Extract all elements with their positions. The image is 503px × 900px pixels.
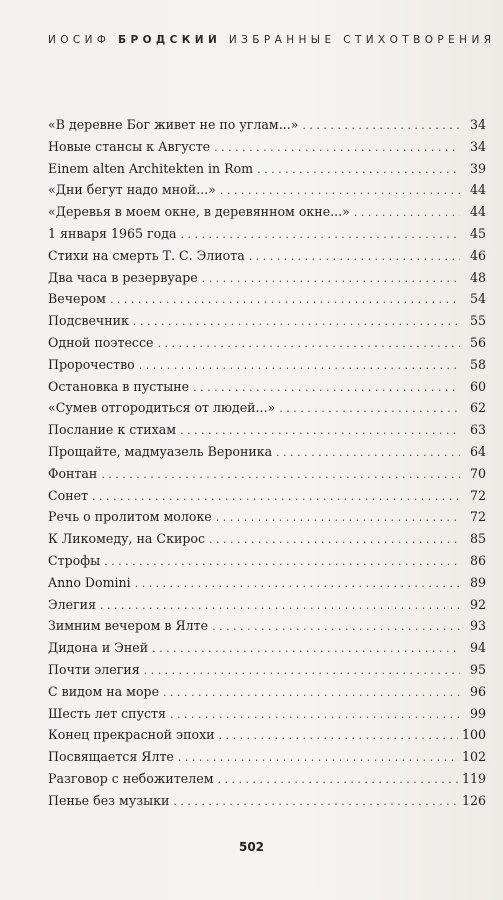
dot-leader — [178, 747, 458, 769]
dot-leader — [212, 616, 460, 638]
author-first-name: ИОСИФ — [48, 34, 111, 46]
toc-entry-title: Шесть лет спустя — [48, 705, 166, 721]
dot-leader — [180, 420, 460, 442]
dot-leader — [216, 507, 460, 529]
toc-entry-page: 102 — [461, 749, 486, 765]
dot-leader — [173, 791, 458, 813]
dot-leader — [157, 333, 460, 355]
toc-entry-page: 92 — [469, 596, 486, 612]
toc-entry — [48, 376, 486, 398]
toc-entry-title: Речь о пролитом молоке — [48, 509, 212, 525]
dot-leader — [217, 769, 457, 791]
toc-entry — [48, 267, 486, 289]
dot-leader — [144, 660, 460, 682]
toc-entry — [48, 615, 486, 637]
toc-entry-title: Зимним вечером в Ялте — [48, 618, 209, 634]
toc-entry-title: Разговор с небожителем — [48, 770, 214, 786]
toc-entry — [48, 681, 486, 703]
toc-entry — [48, 354, 486, 376]
dot-leader — [257, 159, 460, 181]
dot-leader — [180, 224, 460, 246]
toc-entry-page: 55 — [469, 313, 486, 329]
toc-entry-page: 48 — [469, 269, 486, 285]
toc-entry-page: 63 — [469, 422, 486, 438]
toc-entry-title: Конец прекрасной эпохи — [48, 727, 215, 743]
toc-entry — [48, 572, 486, 594]
table-of-contents — [48, 114, 486, 812]
book-title: ИЗБРАННЫЕ СТИХОТВОРЕНИЯ — [228, 34, 496, 46]
toc-entry — [48, 485, 486, 507]
dot-leader — [92, 486, 460, 508]
toc-entry-title: «Деревья в моем окне, в деревянном окне...» — [48, 204, 350, 220]
toc-entry-page: 100 — [461, 727, 486, 743]
toc-entry-page: 39 — [469, 160, 486, 176]
toc-entry — [48, 724, 486, 746]
toc-entry-page: 46 — [469, 247, 486, 263]
toc-entry-title: Новые стансы к Августе — [48, 138, 211, 154]
dot-leader — [193, 377, 460, 399]
dot-leader — [219, 725, 458, 747]
dot-leader — [163, 682, 460, 704]
dot-leader — [104, 551, 460, 573]
toc-entry-title: Прощайте, мадмуазель Вероника — [48, 443, 273, 459]
toc-entry-title: Элегия — [48, 596, 97, 612]
toc-entry-page: 85 — [469, 531, 486, 547]
dot-leader — [214, 137, 460, 159]
toc-entry — [48, 288, 486, 310]
toc-entry-title: Стихи на смерть Т. С. Элиота — [48, 247, 245, 263]
toc-entry — [48, 441, 486, 463]
dot-leader — [170, 704, 460, 726]
dot-leader — [139, 355, 460, 377]
toc-entry-title: Фонтан — [48, 465, 98, 481]
dot-leader — [354, 202, 460, 224]
toc-entry-title: «В деревне Бог живет не по углам...» — [48, 117, 299, 132]
toc-entry-title: Одной поэтессе — [48, 334, 154, 350]
toc-entry — [48, 746, 486, 768]
toc-entry-title: Остановка в пустыне — [48, 378, 190, 394]
dot-leader — [100, 595, 460, 617]
toc-entry — [48, 158, 486, 180]
dot-leader — [202, 268, 460, 290]
toc-entry-page: 119 — [461, 770, 486, 786]
dot-leader — [302, 115, 460, 137]
dot-leader — [209, 529, 460, 551]
toc-entry-page: 93 — [469, 618, 486, 634]
toc-entry-title: Anno Domini — [48, 574, 131, 590]
toc-entry-title: Пенье без музыки — [48, 792, 170, 808]
toc-entry — [48, 223, 486, 245]
toc-entry-title: К Ликомеду, на Скирос — [48, 531, 206, 547]
running-head — [48, 34, 503, 46]
toc-entry-title: 1 января 1965 года — [48, 225, 177, 241]
toc-entry-title: Посвящается Ялте — [48, 749, 174, 765]
toc-entry-title: Дидона и Эней — [48, 640, 149, 656]
toc-entry-page: 72 — [469, 487, 486, 503]
toc-entry — [48, 245, 486, 267]
toc-entry-page: 64 — [469, 443, 486, 459]
author-last-name: БРОДСКИЙ — [118, 34, 222, 46]
toc-entry — [48, 703, 486, 725]
toc-entry — [48, 550, 486, 572]
dot-leader — [152, 638, 460, 660]
toc-entry-title: Строфы — [48, 552, 101, 568]
toc-entry-page: 94 — [469, 640, 486, 656]
toc-entry-page: 58 — [469, 356, 486, 372]
toc-entry-page: 86 — [469, 552, 486, 568]
toc-entry-title: «Дни бегут надо мной...» — [48, 182, 216, 198]
toc-entry-page: 126 — [461, 792, 486, 808]
dot-leader — [279, 398, 460, 420]
dot-leader — [276, 442, 460, 464]
toc-entry-title: С видом на море — [48, 683, 160, 699]
toc-entry-page: 99 — [469, 705, 486, 721]
toc-entry — [48, 506, 486, 528]
toc-entry — [48, 332, 486, 354]
toc-entry — [48, 659, 486, 681]
toc-entry-title: Вечером — [48, 291, 106, 307]
toc-entry-page: 70 — [469, 465, 486, 481]
toc-entry-page: 45 — [469, 225, 486, 241]
toc-entry — [48, 397, 486, 419]
toc-entry — [48, 136, 486, 158]
toc-entry-page: 34 — [469, 117, 486, 132]
dot-leader — [133, 311, 460, 333]
toc-entry — [48, 310, 486, 332]
dot-leader — [249, 246, 460, 268]
toc-entry — [48, 594, 486, 616]
toc-entry-title: Подсвечник — [48, 313, 129, 329]
toc-entry-page: 95 — [469, 661, 486, 677]
toc-entry — [48, 419, 486, 441]
page-number: 502 — [238, 840, 265, 854]
toc-entry — [48, 637, 486, 659]
toc-entry-title: «Сумев отгородиться от людей...» — [48, 400, 276, 416]
toc-entry — [48, 528, 486, 550]
dot-leader — [135, 573, 460, 595]
toc-entry-page: 62 — [469, 400, 486, 416]
toc-entry-page: 44 — [469, 204, 486, 220]
toc-entry — [48, 463, 486, 485]
toc-entry-page: 56 — [469, 334, 486, 350]
dot-leader — [110, 289, 460, 311]
dot-leader — [101, 464, 460, 486]
toc-entry — [48, 768, 486, 790]
toc-entry — [48, 114, 486, 136]
toc-entry-title: Послание к стихам — [48, 422, 177, 438]
toc-entry — [48, 201, 486, 223]
toc-entry-page: 54 — [469, 291, 486, 307]
toc-entry — [48, 790, 486, 812]
toc-entry-page: 96 — [469, 683, 486, 699]
toc-entry — [48, 179, 486, 201]
toc-entry-title: Сонет — [48, 487, 89, 503]
toc-entry-page: 34 — [469, 138, 486, 154]
dot-leader — [220, 180, 460, 202]
toc-entry-title: Почти элегия — [48, 661, 140, 677]
toc-entry-page: 72 — [469, 509, 486, 525]
toc-entry-page: 44 — [469, 182, 486, 198]
toc-entry-page: 89 — [469, 574, 486, 590]
toc-entry-title: Пророчество — [48, 356, 135, 372]
toc-entry-title: Два часа в резервуаре — [48, 269, 198, 285]
toc-entry-title: Einem alten Architekten in Rom — [48, 160, 254, 176]
toc-entry-page: 60 — [469, 378, 486, 394]
